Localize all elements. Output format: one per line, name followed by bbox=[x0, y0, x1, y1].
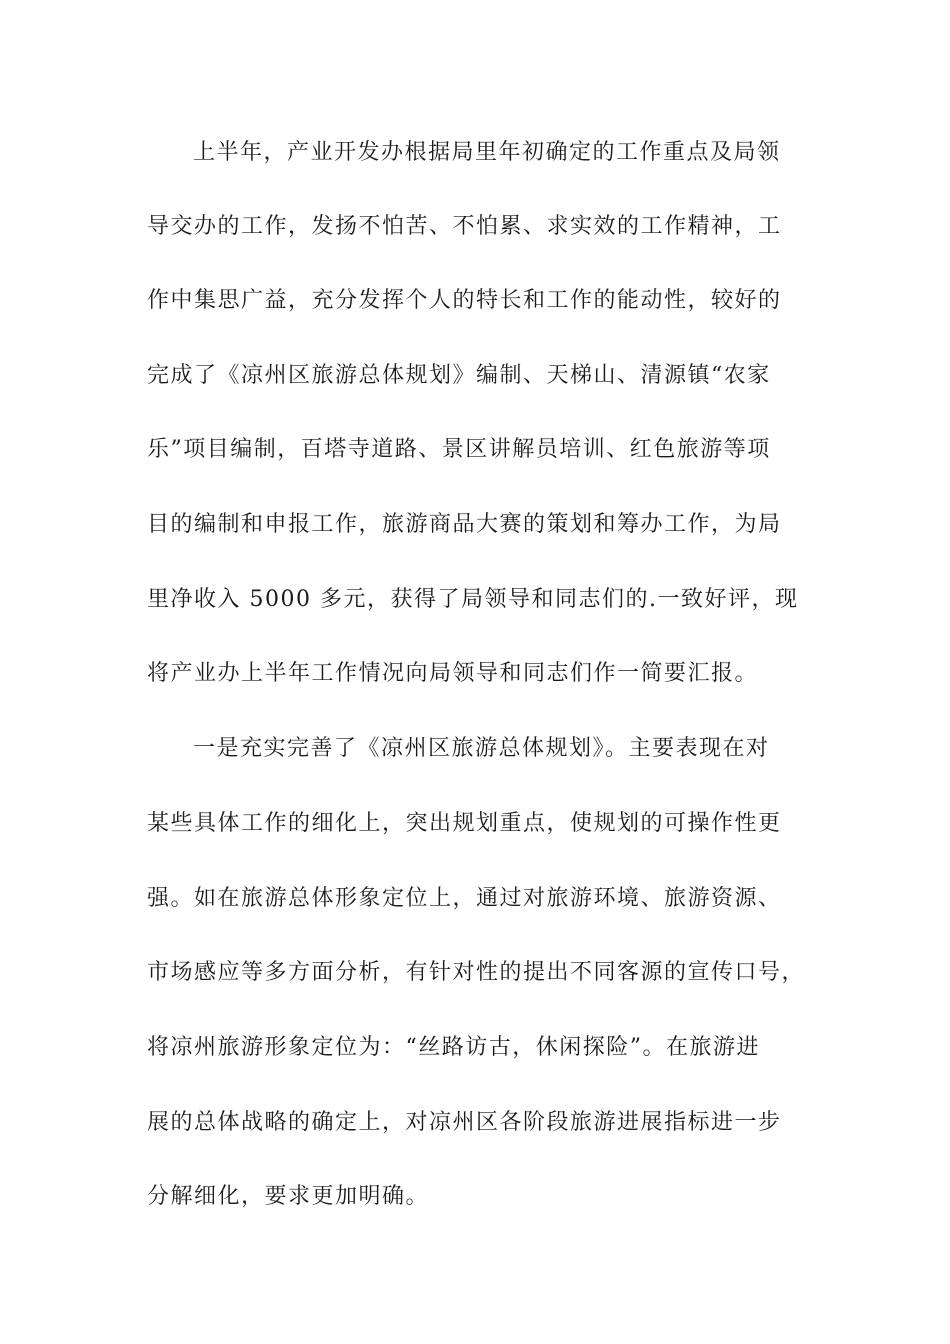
paragraph-2-line-4: 市场感应等多方面分析，有针对性的提出不同客源的宣传口号， bbox=[147, 960, 806, 985]
paragraph-1-line-2: 导交办的工作，发扬不怕苦、不怕累、求实效的工作精神，工 bbox=[147, 214, 782, 239]
paragraph-2-line-7: 分解细化，要求更加明确。 bbox=[147, 1184, 430, 1209]
paragraph-1-line-5: 乐”项目编制，百塔寺道路、景区讲解员培训、红色旅游等项 bbox=[147, 437, 771, 462]
paragraph-1-line-8: 将产业办上半年工作情况向局领导和同志们作一简要汇报。 bbox=[147, 661, 759, 686]
paragraph-2-line-2: 某些具体工作的细化上，突出规划重点，使规划的可操作性更 bbox=[147, 811, 782, 836]
paragraph-1-line-6: 目的编制和申报工作，旅游商品大赛的策划和筹办工作，为局 bbox=[147, 512, 782, 537]
paragraph-1-line-7: 里净收入 5000 多元，获得了局领导和同志们的.一致好评，现 bbox=[147, 587, 799, 612]
paragraph-2-line-5: 将凉州旅游形象定位为：“丝路访古，休闲探险”。在旅游进 bbox=[147, 1035, 760, 1060]
paragraph-1-line-3: 作中集思广益，充分发挥个人的特长和工作的能动性，较好的 bbox=[147, 288, 782, 313]
paragraph-1-line-1: 上半年，产业开发办根据局里年初确定的工作重点及局领 bbox=[193, 140, 781, 165]
paragraph-2-line-6: 展的总体战略的确定上，对凉州区各阶段旅游进展指标进一步 bbox=[147, 1110, 782, 1135]
paragraph-2-line-1: 一是充实完善了《凉州区旅游总体规划》。主要表现在对 bbox=[193, 736, 770, 761]
paragraph-1-line-4: 完成了《凉州区旅游总体规划》编制、天梯山、清源镇“农家 bbox=[147, 363, 771, 388]
paragraph-2-line-3: 强。如在旅游总体形象定位上，通过对旅游环境、旅游资源、 bbox=[147, 886, 782, 911]
